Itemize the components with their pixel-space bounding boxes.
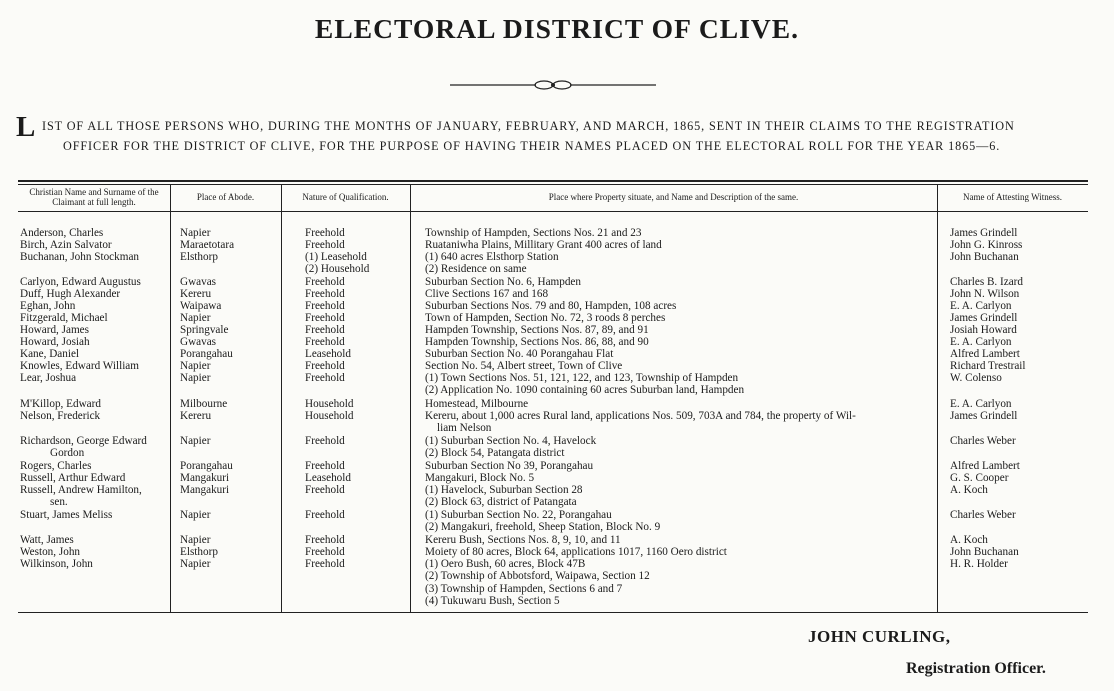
table-bottom-rule — [18, 612, 1088, 613]
cell-line: Freehold — [305, 484, 345, 496]
cell-prop — [425, 300, 940, 312]
cell-line: M'Killop, Edward — [20, 398, 101, 410]
cell-line: Porangahau — [180, 348, 233, 360]
cell-abode — [180, 360, 278, 372]
cell-name — [20, 227, 168, 239]
cell-wit — [950, 360, 1085, 372]
cell-prop — [425, 324, 940, 336]
cell-abode — [180, 336, 278, 348]
cell-line: Charles Weber — [950, 509, 1016, 521]
cell-line: Napier — [180, 360, 211, 372]
cell-prop — [425, 546, 940, 558]
cell-line: Clive Sections 167 and 168 — [425, 288, 549, 300]
cell-line: Springvale — [180, 324, 229, 336]
cell-name — [20, 336, 168, 348]
cell-line: (1) Leasehold — [305, 251, 367, 263]
cell-qual — [305, 472, 405, 484]
cell-name — [20, 509, 168, 521]
cell-name — [20, 300, 168, 312]
cell-line: Knowles, Edward William — [20, 360, 139, 372]
cell-qual — [305, 558, 405, 570]
cell-line: Anderson, Charles — [20, 227, 104, 239]
cell-line: Freehold — [305, 460, 345, 472]
cell-line: Howard, James — [20, 324, 89, 336]
cell-qual — [305, 460, 405, 472]
cell-line: Freehold — [305, 312, 345, 324]
cell-line: Rogers, Charles — [20, 460, 92, 472]
cell-prop — [425, 276, 940, 288]
cell-line: Napier — [180, 227, 211, 239]
cell-line: Hampden Township, Sections Nos. 86, 88, and 90 — [425, 336, 649, 348]
cell-prop — [425, 534, 940, 546]
cell-line: Russell, Arthur Edward — [20, 472, 126, 484]
cell-qual — [305, 300, 405, 312]
cell-line: (2) Application No. 1090 containing 60 acres Suburban land, Hampden — [425, 384, 745, 397]
cell-line: Freehold — [305, 534, 345, 546]
cell-name — [20, 435, 168, 460]
cell-line: Josiah Howard — [950, 324, 1017, 336]
cell-line: (1) 640 acres Elsthorp Station — [425, 251, 559, 263]
cell-name — [20, 460, 168, 472]
cell-line: Freehold — [305, 239, 345, 251]
cell-line: W. Colenso — [950, 372, 1002, 384]
cell-line: Freehold — [305, 227, 345, 239]
cell-line: (2) Household — [305, 263, 370, 276]
cell-line: Charles B. Izard — [950, 276, 1024, 288]
cell-line: Napier — [180, 372, 211, 384]
cell-line: Howard, Josiah — [20, 336, 90, 348]
cell-abode — [180, 372, 278, 384]
cell-line: Household — [305, 398, 354, 410]
cell-line: Moiety of 80 acres, Block 64, applications 1017, 1160 Oero district — [425, 546, 727, 558]
cell-prop — [425, 372, 940, 397]
cell-name — [20, 251, 168, 263]
cell-name — [20, 312, 168, 324]
cell-line: (1) Suburban Section No. 22, Porangahau — [425, 509, 612, 521]
cell-wit — [950, 288, 1085, 300]
signatory-office: Registration Officer. — [906, 660, 1046, 677]
cell-line: Suburban Section No. 6, Hampden — [425, 276, 581, 288]
cell-name — [20, 348, 168, 360]
cell-line: John Buchanan — [950, 546, 1019, 558]
cell-abode — [180, 227, 278, 239]
cell-line: Elsthorp — [180, 546, 218, 558]
cell-name — [20, 239, 168, 251]
cell-abode — [180, 484, 278, 496]
cell-line: Gordon — [50, 447, 85, 460]
cell-prop — [425, 484, 940, 509]
cell-qual — [305, 336, 405, 348]
cell-line: Town of Hampden, Section No. 72, 3 roods 8 perches — [425, 312, 666, 324]
cell-prop — [425, 336, 940, 348]
intro-line-1: IST OF ALL THOSE PERSONS WHO, DURING THE MONTHS OF JANUARY, FEBRUARY, AND MARCH, 1865, SENT IN THEIR CLAIMS TO THE REGISTRATION — [42, 119, 1015, 133]
cell-line: Freehold — [305, 324, 345, 336]
cell-name — [20, 410, 168, 422]
cell-abode — [180, 239, 278, 251]
cell-name — [20, 546, 168, 558]
cell-line: (2) Township of Abbotsford, Waipawa, Section 12 — [425, 570, 650, 583]
cell-wit — [950, 372, 1085, 384]
cell-prop — [425, 239, 940, 251]
table-top-rule — [18, 180, 1088, 182]
cell-line: Suburban Section No 39, Porangahau — [425, 460, 594, 472]
cell-abode — [180, 288, 278, 300]
cell-abode — [180, 276, 278, 288]
cell-line: Kane, Daniel — [20, 348, 80, 360]
cell-abode — [180, 300, 278, 312]
cell-name — [20, 372, 168, 384]
cell-line: Township of Hampden, Sections Nos. 21 and 23 — [425, 227, 642, 239]
cell-qual — [305, 348, 405, 360]
cell-line: Stuart, James Meliss — [20, 509, 113, 521]
cell-line: Freehold — [305, 288, 345, 300]
cell-wit — [950, 410, 1085, 422]
cell-line: E. A. Carlyon — [950, 336, 1012, 348]
cell-line: Napier — [180, 435, 211, 447]
cell-abode — [180, 348, 278, 360]
cell-wit — [950, 509, 1085, 521]
cell-line: Fitzgerald, Michael — [20, 312, 108, 324]
cell-wit — [950, 534, 1085, 546]
column-divider — [170, 184, 171, 612]
cell-line: G. S. Cooper — [950, 472, 1009, 484]
cell-name — [20, 534, 168, 546]
intro-line-2: OFFICER FOR THE DISTRICT OF CLIVE, FOR THE PURPOSE OF HAVING THEIR NAMES PLACED ON THE ELECTORAL ROLL FOR THE YEAR 1865—6. — [63, 139, 1001, 153]
cell-name — [20, 484, 168, 509]
cell-line: Kereru — [180, 410, 212, 422]
cell-qual — [305, 276, 405, 288]
cell-line: Freehold — [305, 435, 345, 447]
cell-wit — [950, 227, 1085, 239]
cell-name — [20, 324, 168, 336]
cell-qual — [305, 312, 405, 324]
cell-wit — [950, 300, 1085, 312]
cell-prop — [425, 360, 940, 372]
cell-prop — [425, 472, 940, 484]
cell-line: (2) Block 54, Patangata district — [425, 447, 565, 460]
cell-line: Kereru, about 1,000 acres Rural land, applications Nos. 509, 703A and 784, the property of Wil- — [425, 410, 856, 422]
cell-line: John N. Wilson — [950, 288, 1020, 300]
cell-line: Leasehold — [305, 472, 351, 484]
cell-prop — [425, 312, 940, 324]
cell-line: Elsthorp — [180, 251, 218, 263]
cell-line: Suburban Sections Nos. 79 and 80, Hampden, 108 acres — [425, 300, 677, 312]
cell-qual — [305, 484, 405, 496]
signatory-name: JOHN CURLING, — [808, 627, 951, 646]
cell-line: Gwavas — [180, 276, 217, 288]
cell-qual — [305, 435, 405, 447]
cell-line: Wilkinson, John — [20, 558, 93, 570]
cell-wit — [950, 558, 1085, 570]
cell-prop — [425, 558, 940, 608]
cell-line: Freehold — [305, 336, 345, 348]
cell-wit — [950, 251, 1085, 263]
cell-line: Suburban Section No. 40 Porangahau Flat — [425, 348, 614, 360]
cell-line: James Grindell — [950, 312, 1018, 324]
cell-line: Lear, Joshua — [20, 372, 77, 384]
cell-qual — [305, 251, 405, 276]
cell-line: (2) Residence on same — [425, 263, 527, 276]
cell-prop — [425, 435, 940, 460]
cell-line: A. Koch — [950, 534, 988, 546]
cell-line: (3) Township of Hampden, Sections 6 and 7 — [425, 582, 623, 595]
cell-line: A. Koch — [950, 484, 988, 496]
cell-abode — [180, 410, 278, 422]
cell-prop — [425, 251, 940, 276]
cell-line: Freehold — [305, 372, 345, 384]
column-divider — [410, 184, 411, 612]
cell-qual — [305, 410, 405, 422]
cell-line: Birch, Azin Salvator — [20, 239, 112, 251]
cell-abode — [180, 509, 278, 521]
cell-line: Buchanan, John Stockman — [20, 251, 140, 263]
table-header-rule — [18, 211, 1088, 212]
cell-qual — [305, 398, 405, 410]
cell-wit — [950, 276, 1085, 288]
cell-qual — [305, 546, 405, 558]
cell-line: Hampden Township, Sections Nos. 87, 89, and 91 — [425, 324, 649, 336]
cell-line: John Buchanan — [950, 251, 1019, 263]
cell-abode — [180, 534, 278, 546]
cell-abode — [180, 312, 278, 324]
cell-line: Duff, Hugh Alexander — [20, 288, 121, 300]
cell-line: Gwavas — [180, 336, 217, 348]
cell-line: Ruataniwha Plains, Millitary Grant 400 acres of land — [425, 239, 662, 251]
cell-line: John G. Kinross — [950, 239, 1023, 251]
cell-line: Milbourne — [180, 398, 228, 410]
cell-abode — [180, 546, 278, 558]
cell-qual — [305, 239, 405, 251]
cell-line: (4) Tukuwaru Bush, Section 5 — [425, 595, 560, 608]
cell-abode — [180, 558, 278, 570]
cell-line: Eghan, John — [20, 300, 76, 312]
drop-cap: L — [16, 111, 37, 143]
header-qualification: Nature of Qualification. — [302, 192, 389, 202]
cell-line: Leasehold — [305, 348, 351, 360]
cell-line: Russell, Andrew Hamilton, — [20, 484, 142, 496]
cell-line: James Grindell — [950, 410, 1018, 422]
cell-wit — [950, 336, 1085, 348]
cell-prop — [425, 288, 940, 300]
cell-line: Napier — [180, 312, 211, 324]
cell-prop — [425, 227, 940, 239]
cell-line: sen. — [50, 496, 68, 509]
cell-wit — [950, 546, 1085, 558]
cell-line: Alfred Lambert — [950, 460, 1020, 472]
cell-line: (1) Oero Bush, 60 acres, Block 47B — [425, 558, 586, 570]
cell-name — [20, 276, 168, 288]
cell-qual — [305, 360, 405, 372]
cell-abode — [180, 251, 278, 263]
cell-wit — [950, 460, 1085, 472]
cell-line: Freehold — [305, 509, 345, 521]
cell-line: Mangakuri — [180, 484, 230, 496]
cell-wit — [950, 312, 1085, 324]
cell-abode — [180, 398, 278, 410]
cell-name — [20, 558, 168, 570]
cell-line: Freehold — [305, 546, 345, 558]
cell-wit — [950, 348, 1085, 360]
cell-qual — [305, 324, 405, 336]
cell-name — [20, 472, 168, 484]
cell-name — [20, 360, 168, 372]
column-divider — [281, 184, 282, 612]
cell-wit — [950, 484, 1085, 496]
cell-qual — [305, 227, 405, 239]
cell-line: Mangakuri — [180, 472, 230, 484]
cell-line: Porangahau — [180, 460, 233, 472]
cell-line: Homestead, Milbourne — [425, 398, 529, 410]
header-name: Christian Name and Surname of the Claimant at full length. — [29, 187, 159, 207]
header-witness: Name of Attesting Witness. — [963, 192, 1062, 202]
cell-qual — [305, 509, 405, 521]
cell-line: Richard Trestrail — [950, 360, 1026, 372]
cell-wit — [950, 435, 1085, 447]
cell-line: Freehold — [305, 558, 345, 570]
cell-line: liam Nelson — [437, 422, 492, 435]
cell-line: Napier — [180, 558, 211, 570]
cell-line: H. R. Holder — [950, 558, 1008, 570]
cell-line: Kereru Bush, Sections Nos. 8, 9, 10, and 11 — [425, 534, 621, 546]
cell-name — [20, 398, 168, 410]
cell-line: Nelson, Frederick — [20, 410, 101, 422]
page-title: ELECTORAL DISTRICT OF CLIVE. — [314, 14, 800, 44]
header-property: Place where Property situate, and Name and Description of the same. — [548, 192, 799, 202]
cell-line: E. A. Carlyon — [950, 300, 1012, 312]
cell-prop — [425, 398, 940, 410]
cell-qual — [305, 534, 405, 546]
intro-paragraph — [16, 111, 1096, 156]
table-top-rule-inner — [18, 184, 1088, 185]
cell-line: Section No. 54, Albert street, Town of Clive — [425, 360, 623, 372]
cell-line: (2) Mangakuri, freehold, Sheep Station, Block No. 9 — [425, 521, 661, 534]
cell-line: Alfred Lambert — [950, 348, 1020, 360]
cell-prop — [425, 410, 940, 435]
cell-line: Freehold — [305, 360, 345, 372]
cell-line: Carlyon, Edward Augustus — [20, 276, 141, 288]
cell-abode — [180, 435, 278, 447]
cell-line: Mangakuri, Block No. 5 — [425, 472, 535, 484]
cell-line: Napier — [180, 509, 211, 521]
cell-qual — [305, 372, 405, 384]
cell-line: (2) Block 63, district of Patangata — [425, 496, 577, 509]
cell-prop — [425, 509, 940, 534]
cell-line: Napier — [180, 534, 211, 546]
cell-line: Household — [305, 410, 354, 422]
cell-prop — [425, 460, 940, 472]
cell-wit — [950, 239, 1085, 251]
cell-qual — [305, 288, 405, 300]
cell-line: Richardson, George Edward — [20, 435, 147, 447]
cell-line: Kereru — [180, 288, 212, 300]
cell-line: Weston, John — [20, 546, 81, 558]
cell-line: James Grindell — [950, 227, 1018, 239]
cell-prop — [425, 348, 940, 360]
cell-wit — [950, 324, 1085, 336]
cell-line: Freehold — [305, 276, 345, 288]
cell-line: (1) Town Sections Nos. 51, 121, 122, and 123, Township of Hampden — [425, 372, 739, 384]
cell-name — [20, 288, 168, 300]
cell-line: Freehold — [305, 300, 345, 312]
cell-wit — [950, 398, 1085, 410]
cell-line: Maraetotara — [180, 239, 235, 251]
cell-line: Watt, James — [20, 534, 74, 546]
cell-abode — [180, 324, 278, 336]
cell-line: (1) Suburban Section No. 4, Havelock — [425, 435, 597, 447]
cell-abode — [180, 472, 278, 484]
cell-line: Waipawa — [180, 300, 222, 312]
header-abode: Place of Abode. — [196, 192, 255, 202]
cell-line: Charles Weber — [950, 435, 1016, 447]
cell-line: (1) Havelock, Suburban Section 28 — [425, 484, 583, 496]
cell-wit — [950, 472, 1085, 484]
cell-abode — [180, 460, 278, 472]
ornament-divider-icon — [448, 74, 658, 96]
cell-line: E. A. Carlyon — [950, 398, 1012, 410]
